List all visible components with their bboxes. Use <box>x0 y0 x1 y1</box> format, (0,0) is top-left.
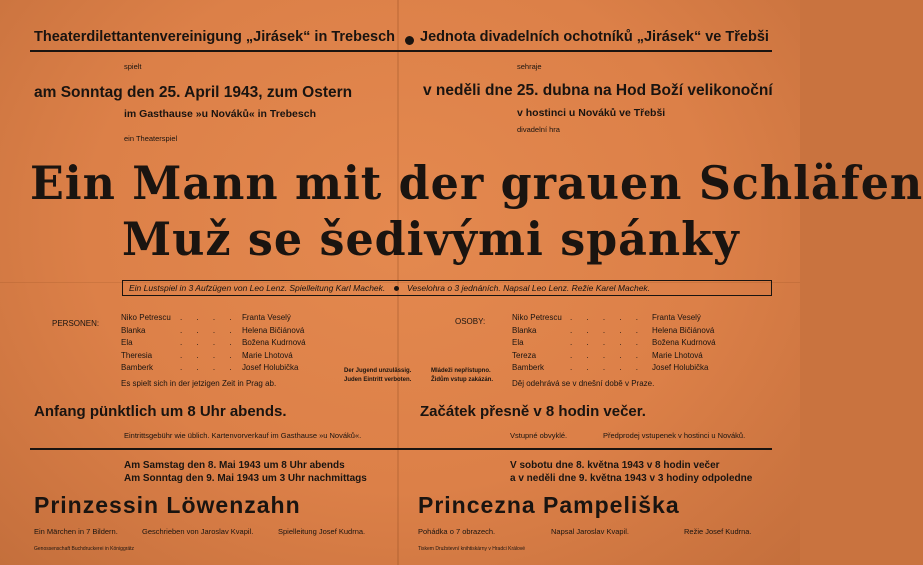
cast-actor: Franta Veselý <box>242 313 291 322</box>
next-title-czech: Princezna Pampeliška <box>418 492 680 518</box>
middle-rule <box>30 448 772 450</box>
cast-actor: Božena Kudrnová <box>242 338 306 348</box>
cast-actor: Franta Veselý <box>652 313 701 322</box>
cast-actors-czech <box>652 312 716 375</box>
czech-date: v neděli dne 25. dubna na Hod Boží velikonoční <box>423 82 773 99</box>
cast-actor: Marie Lhotová <box>242 350 293 360</box>
cast-role: Blanka <box>512 325 537 335</box>
cast-role: Niko Petrescu <box>121 313 171 322</box>
cast-dots-czech: . . . . . . . . . . . . . . . . . . . . . . . . . <box>570 313 645 373</box>
cast-role: Ela <box>512 338 524 348</box>
next-title-german: Prinzessin Löwenzahn <box>34 492 301 518</box>
cast-actor: Helena Bičiánová <box>242 325 305 335</box>
fee-german: Eintrittsgebühr wie üblich. Kartenvorverkauf im Gasthause »u Nováků«. <box>124 431 362 440</box>
next-date-german-2: Am Sonntag den 9. Mai 1943 um 3 Uhr nachmittags <box>124 473 367 484</box>
youth-notice-german-2: Juden Eintritt verboten. <box>344 377 412 383</box>
cast-actor: Božena Kudrnová <box>652 338 716 348</box>
label-spielt: spielt <box>124 62 142 71</box>
cast-role: Blanka <box>121 325 146 335</box>
strip-czech: Veselohra o 3 jednáních. Napsal Leo Lenz. Režie Karel Machek. <box>407 283 651 293</box>
header-bullet <box>405 32 414 50</box>
czech-genre: divadelní hra <box>517 125 560 134</box>
cast-actor: Marie Lhotová <box>652 350 703 360</box>
cast-label-czech: OSOBY: <box>455 317 486 326</box>
cast-role: Ela <box>121 338 133 348</box>
label-sehraje: sehraje <box>517 62 542 71</box>
cast-label-german: PERSONEN: <box>52 319 100 328</box>
next-info-czech-1: Pohádka o 7 obrazech. <box>418 527 496 536</box>
fee-czech: Vstupné obvyklé. <box>510 431 568 440</box>
next-info-german-3: Spielleitung Josef Kudrna. <box>278 527 366 536</box>
header-rule <box>30 50 772 52</box>
printer-czech: Tiskem Družstevní knihtiskárny v Hradci Králové <box>418 546 526 552</box>
youth-notice-german-1: Der Jugend unzulässig. <box>344 368 412 374</box>
header-czech: Jednota divadelních ochotníků „Jirásek“ ve Třebši <box>420 29 769 45</box>
next-date-czech-1: V sobotu dne 8. května 1943 v 8 hodin večer <box>510 460 720 471</box>
header-german: Theaterdilettantenvereinigung „Jirásek“ in Trebesch <box>34 29 395 45</box>
cast-role: Tereza <box>512 350 537 360</box>
next-date-czech-2: a v neděli dne 9. května 1943 v 3 hodiny odpoledne <box>510 473 753 484</box>
cast-role: Bamberk <box>512 363 545 373</box>
next-info-german-2: Geschrieben von Jaroslav Kvapil. <box>142 527 254 536</box>
cast-actors-german <box>242 312 306 375</box>
german-date: am Sonntag den 25. April 1943, zum Ostern <box>34 84 353 101</box>
title-czech: Muž se šedivými spánky <box>122 212 740 266</box>
cast-dots-german: . . . . . . . . . . . . . . . . . . . . . . . . . <box>180 313 255 373</box>
german-genre: ein Theaterspiel <box>124 134 178 143</box>
next-info-czech-2: Napsal Jaroslav Kvapil. <box>551 527 629 536</box>
setting-note-german: Es spielt sich in der jetzigen Zeit in Prag ab. <box>121 379 277 388</box>
youth-notice-czech-2: Židům vstup zakázán. <box>431 377 494 383</box>
next-info-czech-3: Režie Josef Kudrna. <box>684 527 752 536</box>
title-german: Ein Mann mit der grauen Schläfen <box>30 156 923 210</box>
cast-role: Niko Petrescu <box>512 313 562 322</box>
cast-actor: Josef Holubička <box>242 363 299 373</box>
youth-notice-czech-1: Mládeži nepřístupno. <box>431 368 491 374</box>
czech-venue: v hostinci u Nováků ve Třebši <box>517 107 666 119</box>
cast-actor: Helena Bičiánová <box>652 325 715 335</box>
german-venue: im Gasthause »u Nováků« in Trebesch <box>124 108 316 120</box>
strip-bullet <box>394 283 399 293</box>
strip-german: Ein Lustspiel in 3 Aufzügen von Leo Lenz. Spielleitung Karl Machek. <box>129 283 386 293</box>
presale-czech: Předprodej vstupenek v hostinci u Nováků. <box>603 431 746 440</box>
next-info-german-1: Ein Märchen in 7 Bildern. <box>34 527 118 536</box>
cast-role: Bamberk <box>121 363 154 373</box>
cast-roles-czech <box>512 312 562 375</box>
next-date-german-1: Am Samstag den 8. Mai 1943 um 8 Uhr abends <box>124 460 345 471</box>
cast-roles-german <box>121 312 171 375</box>
printer-german: Genossenschaft Buchdruckerei in Königgrätz <box>34 546 135 552</box>
cast-role: Theresia <box>121 350 153 360</box>
play-info-strip <box>122 280 772 296</box>
cast-actor: Josef Holubička <box>652 363 709 373</box>
start-german: Anfang pünktlich um 8 Uhr abends. <box>34 403 287 420</box>
setting-note-czech: Děj odehrává se v dnešní době v Praze. <box>512 379 655 388</box>
start-czech: Začátek přesně v 8 hodin večer. <box>420 403 646 420</box>
